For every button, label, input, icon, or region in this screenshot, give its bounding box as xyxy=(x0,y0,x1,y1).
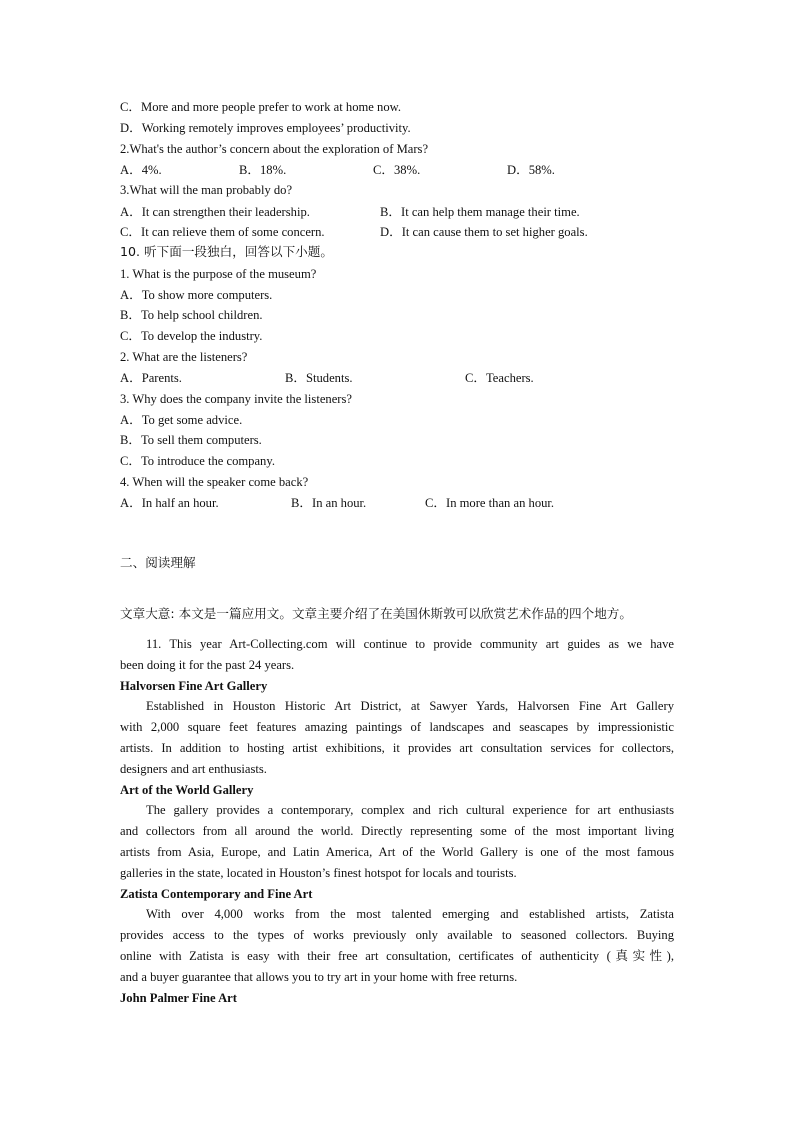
q2-option-b: B．18%. xyxy=(239,163,287,177)
halvorsen-line-2: with 2,000 square feet features amazing paintings of landscapes and seascapes by impressionistic xyxy=(120,720,674,734)
q3-option-b: B．It can help them manage their time. xyxy=(380,205,580,219)
halvorsen-line-1: Established in Houston Historic Art District, at Sawyer Yards, Halvorsen Fine Art Gallery xyxy=(146,699,674,713)
s10-q1-stem: 1. What is the purpose of the museum? xyxy=(120,267,317,281)
zatista-line-1: With over 4,000 works from the most talented emerging and established artists, Zatista xyxy=(146,907,674,921)
q3-option-a: A．It can strengthen their leadership. xyxy=(120,205,310,219)
section-10-heading: 10. 听下面一段独白，回答以下小题。 xyxy=(120,244,333,259)
s10-q1-option-c: C．To develop the industry. xyxy=(120,329,263,343)
halvorsen-title: Halvorsen Fine Art Gallery xyxy=(120,679,268,693)
s10-q4-option-c: C．In more than an hour. xyxy=(425,496,555,510)
s10-q3-option-a: A．To get some advice. xyxy=(120,413,243,427)
q9-option-d: D．Working remotely improves employees’ productivity. xyxy=(120,121,411,135)
s10-q1-option-a: A．To show more computers. xyxy=(120,288,273,302)
q9-option-c: C．More and more people prefer to work at home now. xyxy=(120,100,402,114)
s10-q2-option-a: A．Parents. xyxy=(120,371,182,385)
zatista-line-2: provides access to the types of works previously only available to seasoned collectors. Buying xyxy=(120,928,674,942)
world-line-2: and collectors from all around the world. Directly representing some of the most important living xyxy=(120,824,674,838)
s10-q4-option-b: B．In an hour. xyxy=(291,496,367,510)
q3-option-c: C．It can relieve them of some concern. xyxy=(120,225,325,239)
q2-option-d: D．58%. xyxy=(507,163,555,177)
intro-line-2: been doing it for the past 24 years. xyxy=(120,658,295,672)
halvorsen-line-4: designers and art enthusiasts. xyxy=(120,762,267,776)
s10-q3-option-c: C．To introduce the company. xyxy=(120,454,275,468)
halvorsen-line-3: artists. In addition to hosting artist exhibitions, it provides art consultation services for collectors, xyxy=(120,741,674,755)
world-line-1: The gallery provides a contemporary, complex and rich cultural experience for art enthusiasts xyxy=(146,803,674,817)
s10-q2-option-b: B．Students. xyxy=(285,371,353,385)
zatista-title: Zatista Contemporary and Fine Art xyxy=(120,887,313,901)
world-line-4: galleries in the state, located in Houston’s finest hotspot for locals and tourists. xyxy=(120,866,517,880)
world-gallery-title: Art of the World Gallery xyxy=(120,783,254,797)
s10-q2-option-c: C．Teachers. xyxy=(465,371,534,385)
palmer-title: John Palmer Fine Art xyxy=(120,991,237,1005)
q2-option-a: A．4%. xyxy=(120,163,162,177)
s10-q3-stem: 3. Why does the company invite the listeners? xyxy=(120,392,352,406)
s10-q1-option-b: B．To help school children. xyxy=(120,308,263,322)
reading-section-title: 二、阅读理解 xyxy=(120,555,196,570)
intro-line-1: 11. This year Art-Collecting.com will continue to provide community art guides as we have xyxy=(146,637,674,651)
q3-stem: 3.What will the man probably do? xyxy=(120,183,293,197)
s10-q3-option-b: B．To sell them computers. xyxy=(120,433,262,447)
zatista-line-4: and a buyer guarantee that allows you to try art in your home with free returns. xyxy=(120,970,518,984)
zatista-line-3: online with Zatista is easy with their free art consultation, certificates of authenticity (真实性), xyxy=(120,949,674,963)
s10-q4-stem: 4. When will the speaker come back? xyxy=(120,475,309,489)
article-summary: 文章大意: 本文是一篇应用文。文章主要介绍了在美国休斯敦可以欣赏艺术作品的四个地方。 xyxy=(120,606,632,621)
q3-option-d: D．It can cause them to set higher goals. xyxy=(380,225,588,239)
q2-option-c: C．38%. xyxy=(373,163,421,177)
s10-q2-stem: 2. What are the listeners? xyxy=(120,350,248,364)
world-line-3: artists from Asia, Europe, and Latin America, Art of the World Gallery is one of the most famous xyxy=(120,845,674,859)
s10-q4-option-a: A．In half an hour. xyxy=(120,496,219,510)
q2-stem: 2.What's the author’s concern about the exploration of Mars? xyxy=(120,142,429,156)
